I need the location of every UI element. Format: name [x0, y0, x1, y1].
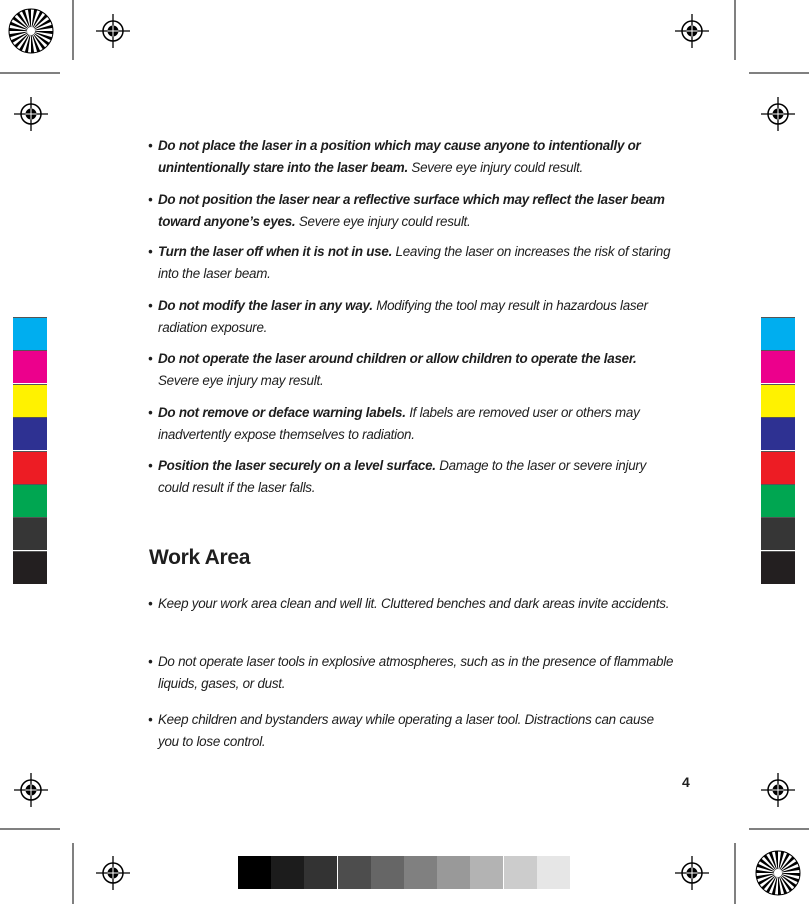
color-swatch: [13, 317, 47, 350]
warning-detail-text: Modifying the tool may result in hazardous laser radiation exposure.: [158, 298, 648, 335]
warning-bold-text: Turn the laser off when it is not in use.: [158, 244, 393, 259]
list-item: [148, 651, 678, 695]
registration-mark-icon: [14, 97, 48, 131]
warning-bold-text: Do not place the laser in a position which may cause anyone to intentionally or unintentionally stare into the laser beam.: [158, 138, 641, 175]
list-item: [148, 455, 678, 499]
warning-detail-text: Severe eye injury could result.: [295, 214, 471, 229]
registration-mark-icon: [96, 856, 130, 890]
gray-swatch: [470, 856, 503, 889]
list-item: [148, 241, 678, 285]
bullet-symbol: •: [148, 458, 153, 473]
registration-mark-icon: [675, 14, 709, 48]
gray-swatch: [304, 856, 337, 889]
registration-mark-icon: [96, 14, 130, 48]
gray-swatch: [537, 856, 570, 889]
warning-detail-text: If labels are removed user or others may inadvertently expose themselves to radiation.: [158, 405, 640, 442]
color-swatch: [761, 551, 795, 584]
bullet-symbol: •: [148, 405, 153, 420]
color-swatch: [13, 451, 47, 484]
bullet-symbol: •: [148, 298, 153, 313]
warning-detail-text: Severe eye injury could result.: [407, 160, 584, 175]
list-item: [148, 348, 678, 392]
warning-bold-text: Do not modify the laser in any way.: [158, 298, 373, 313]
list-item: [148, 402, 678, 446]
starburst-target-icon: [9, 9, 53, 53]
bullet-symbol: •: [148, 351, 153, 366]
list-item: [148, 135, 678, 179]
color-swatch: [761, 350, 795, 383]
starburst-target-icon: [756, 851, 800, 895]
bullet-symbol: •: [148, 244, 153, 259]
color-swatch: [13, 350, 47, 383]
color-swatch: [761, 451, 795, 484]
section-heading: Work Area: [149, 546, 251, 569]
registration-mark-icon: [761, 773, 795, 807]
color-swatch: [13, 417, 47, 450]
color-swatch: [13, 384, 47, 417]
color-swatch: [13, 484, 47, 517]
list-item: [148, 593, 678, 615]
warning-bold-text: Do not remove or deface warning labels.: [158, 405, 406, 420]
gray-swatch: [238, 856, 271, 889]
color-swatch: [761, 484, 795, 517]
list-item: [148, 295, 678, 339]
warning-detail-text: Severe eye injury may result.: [158, 373, 324, 388]
list-item: [148, 709, 678, 753]
warning-bold-text: Do not operate the laser around children or allow children to operate the laser.: [158, 351, 637, 366]
list-item-text: Do not operate laser tools in explosive atmospheres, such as in the presence of flammable liquids, gases, or dust.: [158, 654, 674, 691]
gray-swatch: [271, 856, 304, 889]
bullet-symbol: •: [148, 138, 153, 153]
color-swatch: [761, 517, 795, 550]
registration-mark-icon: [675, 856, 709, 890]
list-item-text: Keep children and bystanders away while operating a laser tool. Distractions can cause you to lose control.: [158, 712, 654, 749]
gray-swatch: [371, 856, 404, 889]
registration-mark-icon: [14, 773, 48, 807]
color-bar-right: [761, 317, 795, 583]
registration-mark-icon: [761, 97, 795, 131]
warning-detail-text: Leaving the laser on increases the risk of staring into the laser beam.: [158, 244, 671, 281]
color-bar-left: [13, 317, 47, 583]
color-swatch: [761, 317, 795, 350]
color-swatch: [761, 417, 795, 450]
color-swatch: [13, 551, 47, 584]
warning-bold-text: Do not position the laser near a reflective surface which may reflect the laser beam toward anyone’s eyes.: [158, 192, 665, 229]
bullet-symbol: •: [148, 654, 153, 669]
warning-bold-text: Position the laser securely on a level surface.: [158, 458, 436, 473]
bullet-symbol: •: [148, 712, 153, 727]
color-swatch: [761, 384, 795, 417]
bullet-symbol: •: [148, 192, 153, 207]
list-item: [148, 189, 678, 233]
gray-swatch: [504, 856, 537, 889]
gray-swatch: [338, 856, 371, 889]
warning-detail-text: Damage to the laser or severe injury could result if the laser falls.: [158, 458, 647, 495]
gray-swatch: [437, 856, 470, 889]
gray-swatch: [404, 856, 437, 889]
list-item-text: Keep your work area clean and well lit. Cluttered benches and dark areas invite accidents.: [158, 596, 670, 611]
page-number: 4: [682, 774, 690, 790]
color-swatch: [13, 517, 47, 550]
bullet-symbol: •: [148, 596, 153, 611]
